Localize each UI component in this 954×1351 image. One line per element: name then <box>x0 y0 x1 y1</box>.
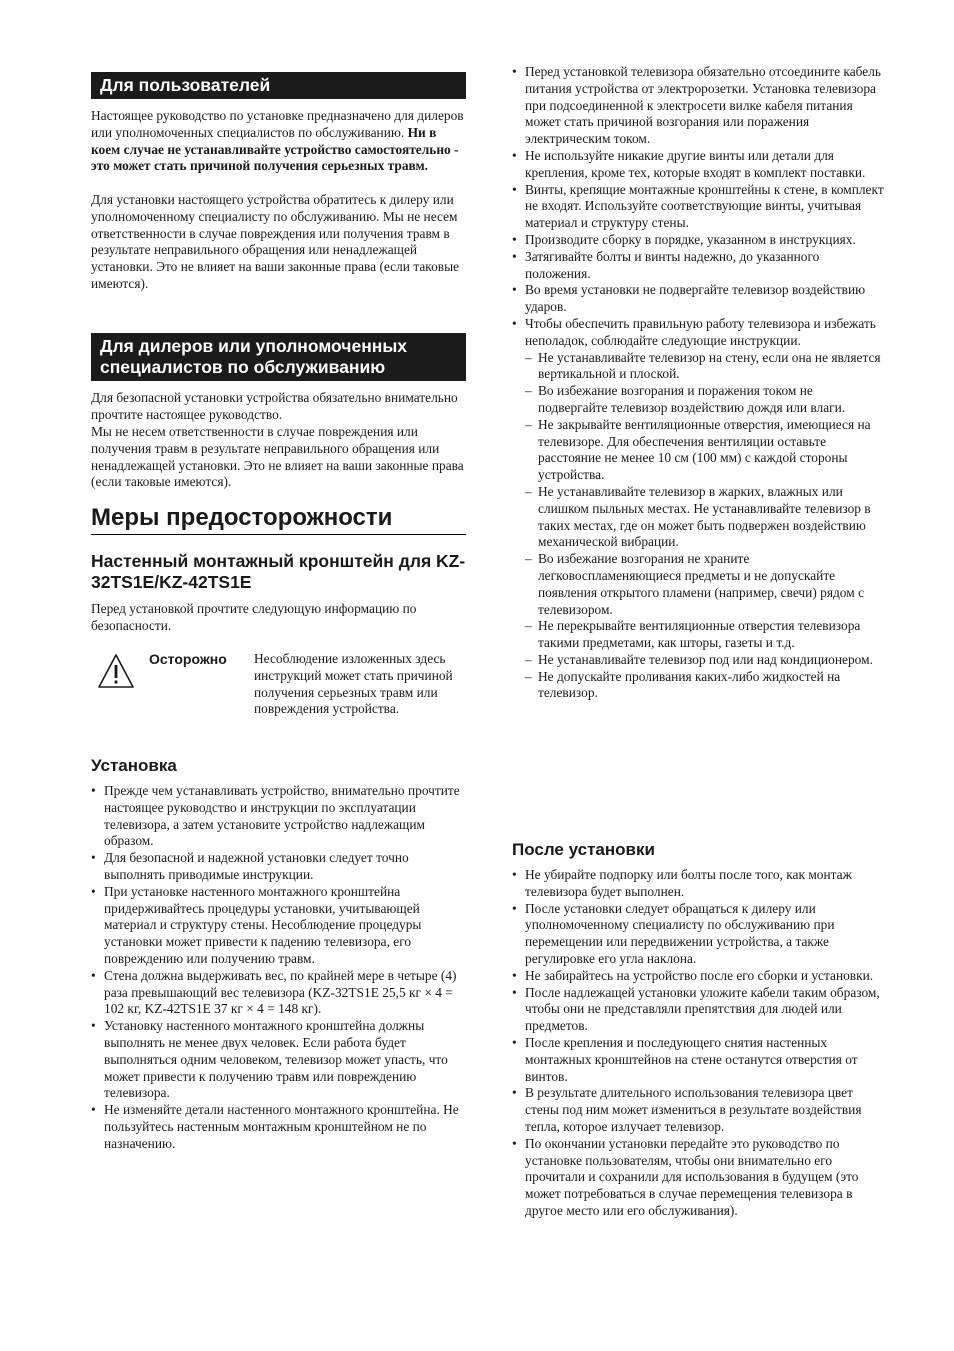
list-item: • Не изменяйте детали настенного монтажного кронштейна. Не пользуйтесь настенным монтажным кронштейном не по назначению. <box>91 1102 466 1152</box>
users-paragraph-1 <box>91 108 466 175</box>
install-title: Установка <box>91 756 177 775</box>
users-paragraph-1-normal: Настоящее руководство по установке предназначено для дилеров или уполномоченных специалистов по обслуживанию. <box>91 108 464 140</box>
precautions-list <box>512 64 884 702</box>
sub-list <box>525 350 884 703</box>
list-item: • Не убирайте подпорку или болты после того, как монтаж телевизора будет выполнен. <box>512 867 884 901</box>
users-warning-bold: Ни в коем случае не устанавливайте устройство самостоятельно - это может стать причиной получения серьезных травм. <box>91 124 459 174</box>
sub-list-item: – Не устанавливайте телевизор на стену, если она не является вертикальной и плоской. <box>525 350 884 384</box>
list-item: • После надлежащей установки уложите кабели таким образом, чтобы они не представляли препятствия для людей или предметов. <box>512 985 884 1035</box>
list-item-text: Чтобы обеспечить правильную работу телевизора и избежать неполадок, соблюдайте следующие инструкции. <box>525 315 876 348</box>
bracket-intro: Перед установкой прочтите следующую информацию по безопасности. <box>91 601 417 633</box>
list-item: • После установки следует обращаться к дилеру или уполномоченному специалисту по обслуживанию при перемещении или передвижении устройства, а также регулировке его угла наклона. <box>512 901 884 968</box>
after-install-list <box>512 867 884 1220</box>
sub-list-item: – Во избежание возгорания и поражения током не подвергайте телевизор воздействию дождя или влаги. <box>525 383 884 417</box>
list-item: • Установку настенного монтажного кронштейна должны выполнять не менее двух человек. Если работа будет выполняться одним человеком, телевизор может упасть, что может привести к получению травм или повреждению телевизора. <box>91 1018 466 1102</box>
list-item: • Не забирайтесь на устройство после его сборки и установки. <box>512 968 884 985</box>
dealers-paragraph-2: Мы не несем ответственности в случае повреждения или получения травм в результате неправильного обращения или ненадлежащей установки. Это не влияет на ваши законные права (если таковые имеются). <box>91 424 464 490</box>
caution-text: Несоблюдение изложенных здесь инструкций может стать причиной получения серьезных травм или повреждения устройства. <box>254 651 453 717</box>
list-item: • При установке настенного монтажного кронштейна придерживайтесь процедуры установки, учитывающей материал и структуру стены. Несоблюдение процедуры установки может привести к падению телевизора, его повреждению или получению травм. <box>91 884 466 968</box>
list-item: • Затягивайте болты и винты надежно, до указанного положения. <box>512 249 884 283</box>
list-item: • После крепления и последующего снятия настенных монтажных кронштейнов на стене останутся отверстия от винтов. <box>512 1035 884 1085</box>
caution-label: Осторожно <box>149 651 227 667</box>
users-section-heading: Для пользователей <box>91 72 466 99</box>
warning-triangle-icon <box>97 653 135 689</box>
list-item: • Стена должна выдерживать вес, по крайней мере в четыре (4) раза превышающий вес телевизора (KZ-32TS1E 25,5 кг × 4 = 102 кг, KZ-42TS1E 37 кг × 4 = 148 кг). <box>91 968 466 1018</box>
list-item: • Для безопасной и надежной установки следует точно выполнять приводимые инструкции. <box>91 850 466 884</box>
list-item-with-sublist <box>512 316 884 702</box>
install-list <box>91 783 466 1153</box>
dealers-paragraph-1: Для безопасной установки устройства обязательно внимательно прочтите настоящее руководство. <box>91 390 458 422</box>
sub-list-item: – Не устанавливайте телевизор под или над кондиционером. <box>525 652 884 669</box>
sub-list-item: – Во избежание возгорания не храните легковоспламеняющиеся предметы и не допускайте появления открытого пламени (например, свечи) рядом с телевизором. <box>525 551 884 618</box>
dealers-section-heading: Для дилеров или уполномоченных специалистов по обслуживанию <box>91 333 466 381</box>
bracket-title: Настенный монтажный кронштейн для KZ-32TS1E/KZ-42TS1E <box>91 551 466 592</box>
sub-list-item: – Не допускайте проливания каких-либо жидкостей на телевизор. <box>525 669 884 703</box>
list-item: • Винты, крепящие монтажные кронштейны к стене, в комплект не входят. Используйте соответствующие винты, учитывая материал и структуру стены. <box>512 182 884 232</box>
sub-list-item: – Не закрывайте вентиляционные отверстия, имеющиеся на телевизоре. Для обеспечения вентиляции оставьте расстояние не менее 10 см (100 мм) с каждой стороны устройства. <box>525 417 884 484</box>
list-item: • Перед установкой телевизора обязательно отсоедините кабель питания устройства от электророзетки. Установка телевизора при подсоединенной к электросети вилке кабеля питания может стать причиной возгорания или поражения электрическим током. <box>512 64 884 148</box>
list-item: • Во время установки не подвергайте телевизор воздействию ударов. <box>512 282 884 316</box>
list-item: • В результате длительного использования телевизора цвет стены под ним может измениться в результате воздействия тепла, которое излучает телевизор. <box>512 1085 884 1135</box>
list-item: • По окончании установки передайте это руководство по установке пользователям, чтобы они внимательно его прочитали и сохранили для использования в будущем (это может потребоваться в случае перемещения телевизора в другое место или его обслуживания). <box>512 1136 884 1220</box>
users-paragraph-2: Для установки настоящего устройства обратитесь к дилеру или уполномоченному специалисту по обслуживанию. Мы не несем ответственности в случае повреждения или получения травм в результате неправильного обращения или ненадлежащей установки. Это не влияет на ваши законные права (если таковые имеются). <box>91 192 460 291</box>
list-item: • Прежде чем устанавливать устройство, внимательно прочтите настоящее руководство и инструкции по эксплуатации телевизора, а затем установите устройство надлежащим образом. <box>91 783 466 850</box>
precautions-title: Меры предосторожности <box>91 504 466 535</box>
sub-list-item: – Не устанавливайте телевизор в жарких, влажных или слишком пыльных местах. Не устанавливайте телевизор в таких местах, где он может быть подвержен воздействию механической вибрации. <box>525 484 884 551</box>
after-install-title: После установки <box>512 840 655 859</box>
list-item: • Производите сборку в порядке, указанном в инструкциях. <box>512 232 884 249</box>
list-item: • Не используйте никакие другие винты или детали для крепления, кроме тех, которые входят в комплект поставки. <box>512 148 884 182</box>
sub-list-item: – Не перекрывайте вентиляционные отверстия телевизора такими предметами, как шторы, газеты и т.д. <box>525 618 884 652</box>
